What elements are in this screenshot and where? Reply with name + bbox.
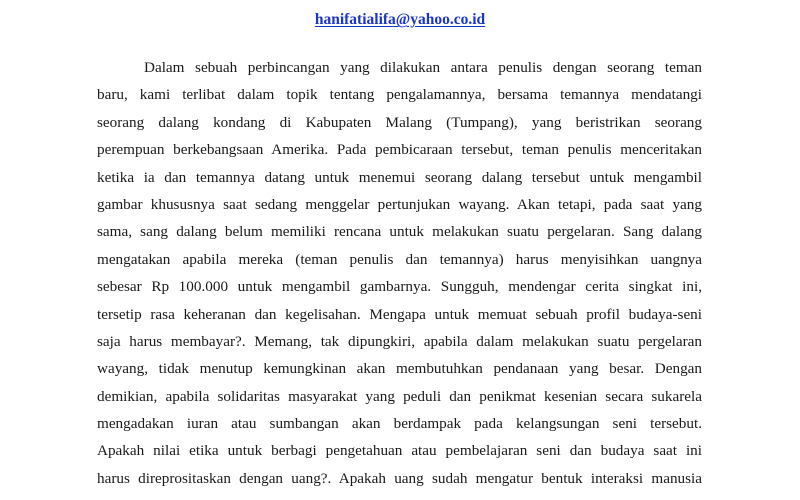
- paragraph-line: gambar khususnya saat sedang menggelar pertunjukan wayang. Akan tetapi, pada saat yang: [97, 195, 702, 213]
- paragraph-line: mengatakan apabila mereka (teman penulis dan temannya) harus menyisihkan uangnya: [97, 250, 702, 268]
- paragraph-line: perempuan berkebangsaan Amerika. Pada pembicaraan tersebut, teman penulis menceritakan: [97, 141, 702, 159]
- article-paragraph: [97, 54, 702, 492]
- paragraph-line: sama, sang dalang belum memiliki rencana untuk melakukan suatu pergelaran. Sang dalang: [97, 223, 702, 241]
- paragraph-line: demikian, apabila solidaritas masyarakat yang peduli dan penikmat kesenian secara sukarela: [97, 387, 702, 405]
- paragraph-line: Apakah nilai etika untuk berbagi pengetahuan atau pembelajaran seni dan budaya saat ini: [97, 442, 702, 460]
- paragraph-line: harus direprositaskan dengan uang?. Apakah uang sudah mengatur bentuk interaksi manusia: [97, 469, 702, 487]
- paragraph-line: seorang dalang kondang di Kabupaten Malang (Tumpang), yang beristrikan seorang: [97, 113, 702, 131]
- paragraph-line: baru, kami terlibat dalam topik tentang pengalamannya, bersama temannya mendatangi: [97, 86, 702, 104]
- paragraph-line: tersetip rasa keheranan dan kegelisahan. Mengapa untuk memuat sebuah profil budaya-seni: [97, 305, 702, 323]
- paragraph-line: mengadakan iuran atau sumbangan akan berdampak pada kelangsungan seni tersebut.: [97, 415, 702, 433]
- paragraph-line: sebesar Rp 100.000 untuk mengambil gambarnya. Sungguh, mendengar cerita singkat ini,: [97, 278, 702, 296]
- paragraph-line: saja harus membayar?. Memang, tak dipungkiri, apabila dalam melakukan suatu pergelaran: [97, 332, 702, 350]
- author-email-link[interactable]: hanifatialifa@yahoo.co.id: [314, 11, 486, 28]
- paragraph-line: wayang, tidak menutup kemungkinan akan membutuhkan pendanaan yang besar. Dengan: [97, 360, 702, 378]
- paragraph-line: ketika ia dan temannya datang untuk menemui seorang dalang tersebut untuk mengambil: [97, 168, 702, 186]
- paragraph-line: Dalam sebuah perbincangan yang dilakukan antara penulis dengan seorang teman: [144, 59, 702, 76]
